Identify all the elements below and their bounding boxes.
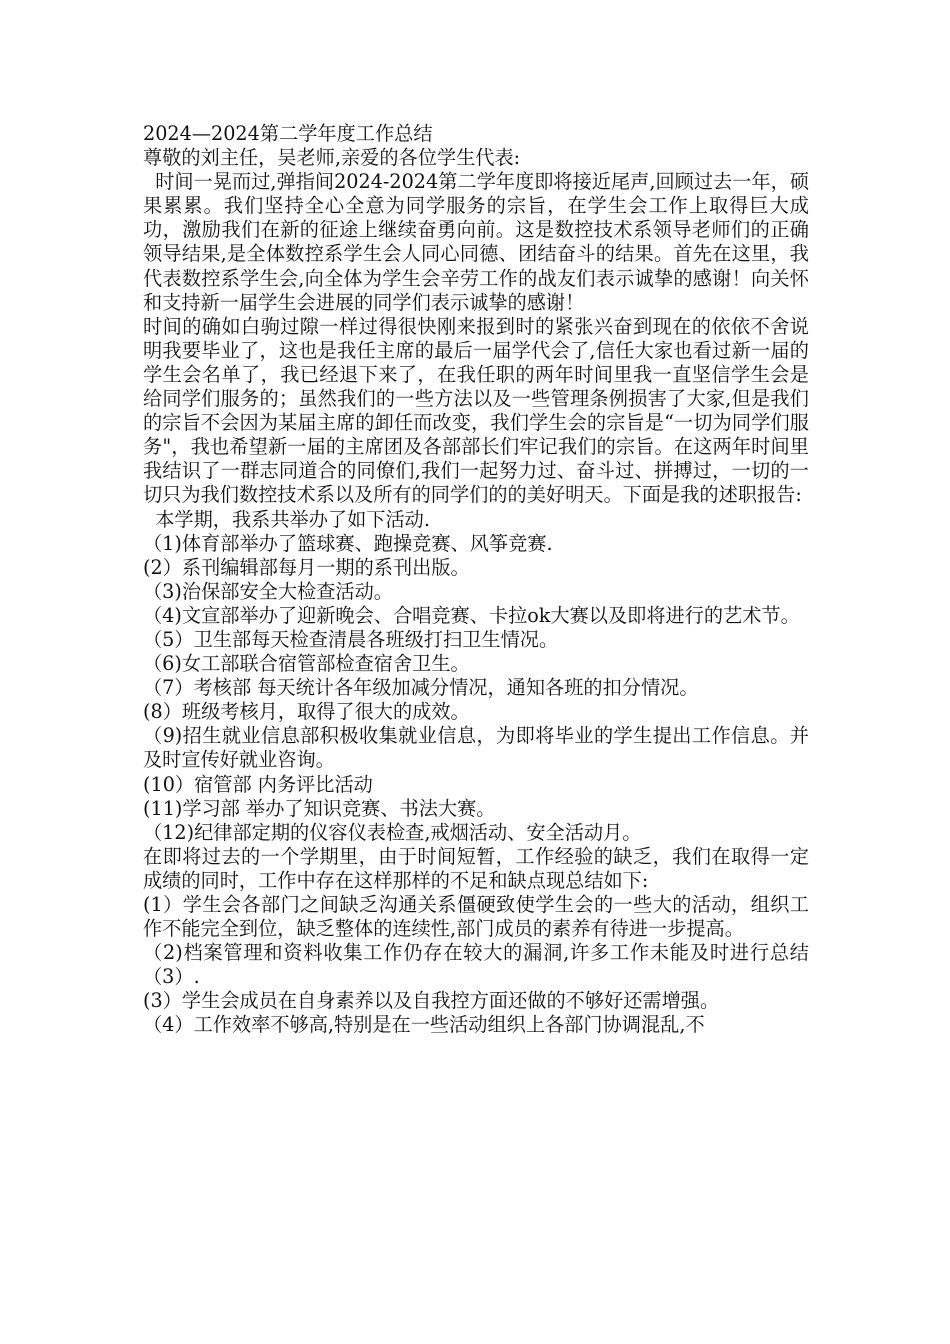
shortcoming-item: (1）学生会各部门之间缺乏沟通关系僵硬致使学生会的一些大的活动，组织工作不能完全到位，缺乏整体的连续性,部门成员的素养有待进一步提高。 [143,893,809,941]
document-greeting: 尊敬的刘主任，吴老师,亲爱的各位学生代表: [143,146,521,170]
activity-item: （12)纪律部定期的仪容仪表检查,戒烟活动、安全活动月。 [143,820,642,844]
paragraph-shortcomings-intro: 在即将过去的一个学期里，由于时间短暂，工作经验的缺乏，我们在取得一定成绩的同时，工作中存在这样那样的不足和缺点现总结如下: [143,844,809,892]
activity-item: （7）考核部 每天统计各年级加减分情况，通知各班的扣分情况。 [143,676,699,700]
shortcoming-item: （2)档案管理和资料收集工作仍存在较大的漏洞,许多工作未能及时进行总结（3）. [143,941,809,989]
activity-item: （9)招生就业信息部积极收集就业信息，为即将毕业的学生提出工作信息。并及时宣传好就业咨询。 [143,724,809,772]
activity-item: （6)女工部联合宿管部检查宿舍卫生。 [143,652,470,676]
document-page [143,122,809,1038]
activity-item: （3)治保部安全大检查活动。 [143,579,393,603]
activity-item: （1)体育部举办了篮球赛、跑操竞赛、风筝竞赛. [143,531,553,555]
activity-item: (10）宿管部 内务评比活动 [143,772,373,796]
activity-item: (8）班级考核月，取得了很大的成效。 [143,700,470,724]
activity-item: (2）系刊编辑部每月一期的系刊出版。 [143,555,470,579]
activity-item: （5）卫生部每天检查清晨各班级打扫卫生情况。 [143,627,559,651]
paragraph-reflection: 时间的确如白驹过隙一样过得很快刚来报到时的紧张兴奋到现在的依依不舍说明我要毕业了，这也是我任主席的最后一届学代会了,信任大家也看过新一届的学生会名单了，我已经退下来了，在我任职的两年时间里我一直坚信学生会是给同学们服务的；虽然我们的一些方法以及一些管理条例损害了大家,但是我们的宗旨不会因为某届主席的卸任而改变，我们学生会的宗旨是“一切为同学们服务"，我也希望新一届的主席团及各部部长们牢记我们的宗旨。在这两年时间里我结识了一群志同道合的同僚们,我们一起努力过、奋斗过、拼搏过，一切的一切只为我们数控技术系以及所有的同学们的的美好明天。下面是我的述职报告: [143,314,809,507]
shortcoming-item: (3）学生会成员在自身素养以及自我控方面还做的不够好还需增强。 [143,989,720,1013]
activity-item: （4)文宣部举办了迎新晚会、合唱竞赛、卡拉ok大赛以及即将进行的艺术节。 [143,603,800,627]
paragraph-activities-intro: 本学期，我系共举办了如下活动. [143,507,430,531]
paragraph-intro: 时间一晃而过,弹指间2024-2024第二学年度即将接近尾声,回顾过去一年，硕果累累。我们坚持全心全意为同学服务的宗旨，在学生会工作上取得巨大成功，激励我们在新的征途上继续奋勇向前。这是数控技术系领导老师们的正确领导结果,是全体数控系学生会人同心同德、团结奋斗的结果。首先在这里，我代表数控系学生会,向全体为学生会辛劳工作的战友们表示诚挚的感谢！向关怀和支持新一届学生会进展的同学们表示诚挚的感谢！ [143,170,810,314]
shortcoming-item: （4）工作效率不够高,特别是在一些活动组织上各部门协调混乱,不 [143,1013,705,1037]
document-title: 2024—2024第二学年度工作总结 [143,122,433,145]
activity-item: (11)学习部 举办了知识竞赛、书法大赛。 [143,796,496,820]
